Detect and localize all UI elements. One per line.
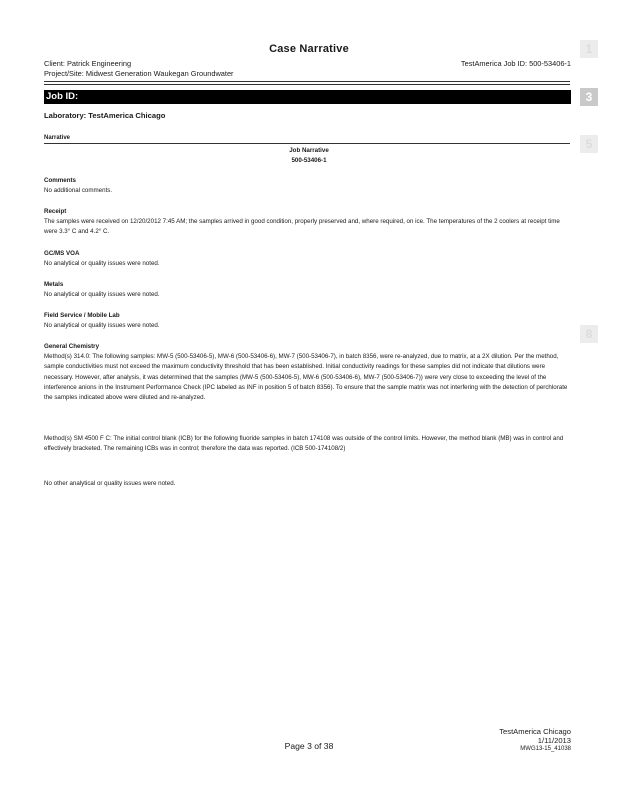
redaction-bar — [44, 90, 571, 104]
section-field-service — [44, 311, 571, 331]
index-tab: 5 — [580, 135, 598, 153]
section-gcms-voa — [44, 249, 571, 269]
section-heading: GC/MS VOA — [44, 250, 80, 257]
job-narrative-heading — [0, 146, 618, 166]
section-metals — [44, 280, 571, 300]
section-heading: Field Service / Mobile Lab — [44, 312, 120, 319]
section-body: No analytical or quality issues were noted. — [44, 291, 160, 299]
job-id-heading: Job ID: — [46, 91, 79, 102]
index-tab: 8 — [580, 325, 598, 343]
client-line: Client: Patrick Engineering — [44, 59, 132, 68]
laboratory-line: Laboratory: TestAmerica Chicago — [44, 111, 166, 120]
narrative-label: Narrative — [44, 135, 71, 141]
section-body: Method(s) SM 4500 F C: The initial control blank (ICB) for the following fluoride samples in batch 174108 was outside of the control limits. However, the method blank (MB) was in control and effectively bracketed. The remaining ICBs was in control; therefore the data was reported. (ICB 500-174108/2) — [44, 435, 564, 453]
page-title: Case Narrative — [269, 43, 349, 55]
narrative-rule — [44, 143, 570, 144]
section-body: No analytical or quality issues were noted. — [44, 260, 160, 268]
section-body: No additional comments. — [44, 187, 113, 195]
job-id-line: TestAmerica Job ID: 500-53406-1 — [460, 59, 571, 68]
section-heading: General Chemistry — [44, 343, 100, 350]
job-narrative-title: Job Narrative — [289, 147, 329, 154]
section-comments — [44, 176, 571, 196]
header-rule-top — [44, 81, 570, 82]
section-body: The samples were received on 12/20/2012 7:45 AM; the samples arrived in good condition, properly preserved and, where required, on ice. The temperatures of the 2 coolers at receipt time were 3.3° C and 4.2° C. — [44, 218, 560, 236]
project-line: Project/Site: Midwest Generation Waukegan Groundwater — [44, 69, 234, 78]
section-general-chemistry — [44, 342, 571, 403]
section-other-issues — [44, 479, 571, 489]
job-narrative-number: 500-53406-1 — [291, 157, 327, 164]
footer-lab-name: TestAmerica Chicago — [499, 727, 571, 736]
section-heading: Metals — [44, 281, 64, 288]
footer-lab-block — [440, 727, 571, 754]
section-body: No other analytical or quality issues were noted. — [44, 480, 176, 487]
header-client-block — [44, 59, 234, 79]
header-rule-bottom — [44, 84, 570, 85]
section-receipt — [44, 207, 571, 238]
section-body: Method(s) 314.0: The following samples: MW-5 (500-53406-5), MW-6 (500-53406-6), MW-7 (500-53406-7), in batch 8356, were re-analyzed, due to matrix, at a 2X dilution. Per the method, sample conductivities must not exceed the maximum conductivity threshold that has been established. Initial conductivity readings for these samples did not indicate that dilutions were necessary. However, after analysis, it was determined that the samples (MW-5 (500-53406-5), MW-6 (500-53406-6), MW-7 (500-53406-7)) were very close to exceeding the level of the interference anions in the Instrument Performance Check (IPC labeled as INF in position 5 of batch 8356). To ensure that the sample matrix was not interfering with the detection of perchlorate the samples indicated above were diluted and re-analyzed. — [44, 353, 568, 402]
footer-doc-code: MWG13-15_41038 — [520, 746, 571, 752]
page-number: Page 3 of 38 — [284, 741, 334, 751]
footer-date: 1/11/2013 — [537, 736, 571, 745]
section-heading: Comments — [44, 177, 76, 184]
index-tab: 3 — [580, 88, 598, 106]
section-fluoride-note — [44, 434, 571, 454]
index-tab: 1 — [580, 40, 598, 58]
section-body: No analytical or quality issues were noted. — [44, 322, 160, 330]
section-heading: Receipt — [44, 208, 67, 215]
